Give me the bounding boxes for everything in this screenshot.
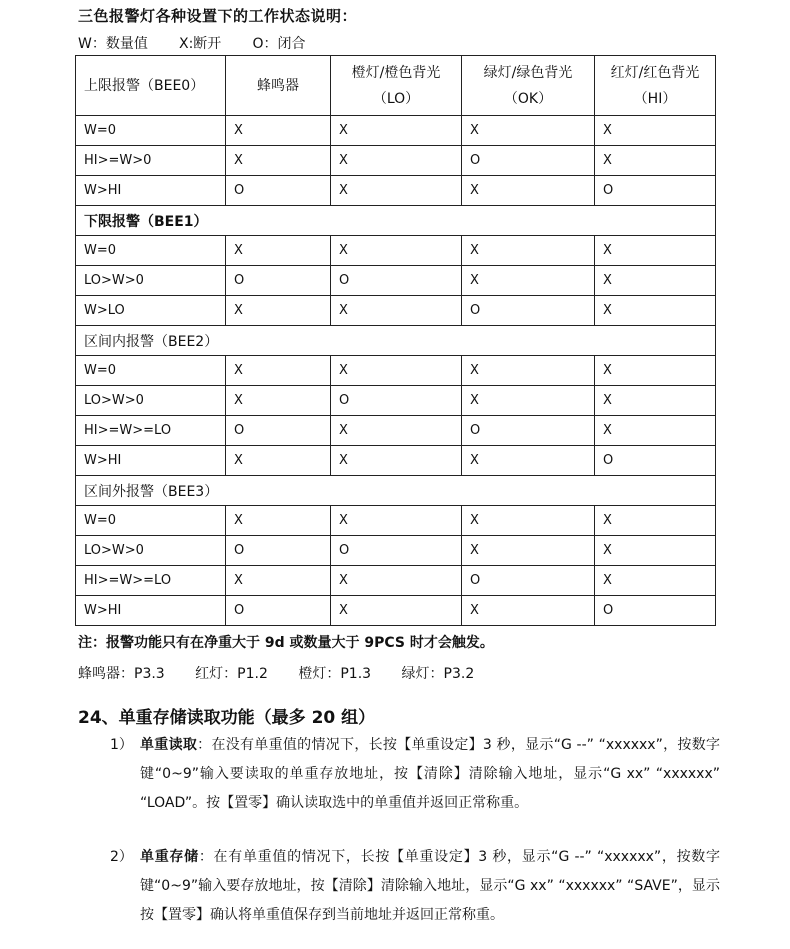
table-row <box>76 356 716 386</box>
state-cell: X <box>226 446 331 476</box>
state-cell: X <box>331 116 462 146</box>
legend-o: O：闭合 <box>252 36 306 52</box>
state-cell: X <box>331 176 462 206</box>
state-cell: X <box>462 356 595 386</box>
item-number: 2） <box>110 849 133 865</box>
state-cell: X <box>462 116 595 146</box>
state-cell: X <box>226 146 331 176</box>
table-row <box>76 506 716 536</box>
state-cell: O <box>226 176 331 206</box>
table-row <box>76 116 716 146</box>
doc-title: 三色报警灯各种设置下的工作状态说明： <box>78 7 358 25</box>
status-table-body <box>76 56 716 626</box>
condition-cell: HI>=W>=LO <box>76 416 226 446</box>
item-label: 单重存储 <box>140 849 199 865</box>
item-text: ：在没有单重值的情况下，长按【单重设定】3 秒，显示“G --” “xxxxxx”，按数字键“0~9”输入要读取的单重存放地址，按【清除】清除输入地址，显示“G xx” “xxxxxx” “LOAD”。按【置零】确认读取选中的单重值并返回正常称重。 <box>140 737 720 811</box>
state-cell: X <box>331 596 462 626</box>
state-cell: X <box>226 506 331 536</box>
condition-cell: W=0 <box>76 506 226 536</box>
table-header-cell: 蜂鸣器 <box>226 56 331 116</box>
state-cell: X <box>226 296 331 326</box>
table-row <box>76 236 716 266</box>
table-section-row <box>76 206 716 236</box>
state-cell: O <box>462 146 595 176</box>
table-row <box>76 536 716 566</box>
condition-cell: W>LO <box>76 296 226 326</box>
state-cell: X <box>331 506 462 536</box>
table-row <box>76 386 716 416</box>
state-cell: X <box>595 296 716 326</box>
condition-cell: W>HI <box>76 596 226 626</box>
condition-cell: W=0 <box>76 116 226 146</box>
table-row <box>76 596 716 626</box>
table-row <box>76 146 716 176</box>
state-cell: O <box>331 536 462 566</box>
pin-list <box>78 663 500 683</box>
state-cell: X <box>331 356 462 386</box>
table-header-row <box>76 56 716 116</box>
table-section-row <box>76 476 716 506</box>
condition-cell: W>HI <box>76 446 226 476</box>
alarm-note: 注：报警功能只有在净重大于 9d 或数量大于 9PCS 时才会触发。 <box>78 635 494 651</box>
table-header-cell: 红灯/红色背光（HI） <box>595 56 716 116</box>
table-row <box>76 446 716 476</box>
state-cell: X <box>595 416 716 446</box>
state-cell: X <box>462 536 595 566</box>
state-cell: X <box>595 236 716 266</box>
state-cell: O <box>595 446 716 476</box>
state-cell: O <box>226 596 331 626</box>
state-cell: X <box>595 536 716 566</box>
state-cell: X <box>462 266 595 296</box>
state-cell: O <box>462 566 595 596</box>
state-cell: X <box>226 236 331 266</box>
section-label: 区间外报警（BEE3） <box>76 476 716 506</box>
legend <box>78 33 306 53</box>
state-cell: X <box>331 446 462 476</box>
state-cell: X <box>331 296 462 326</box>
state-cell: X <box>595 566 716 596</box>
item-text: ：在有单重值的情况下，长按【单重设定】3 秒，显示“G --” “xxxxxx”，按数字键“0~9”输入要存放地址，按【清除】清除输入地址，显示“G xx” “xxxxxx” “SAVE”，显示按【置零】确认将单重值保存到当前地址并返回正常称重。 <box>140 849 721 923</box>
state-cell: O <box>331 266 462 296</box>
section-24-heading: 24、单重存储读取功能（最多 20 组） <box>78 708 376 728</box>
state-cell: X <box>226 386 331 416</box>
legend-x: X:断开 <box>179 36 222 52</box>
state-cell: O <box>595 596 716 626</box>
state-cell: O <box>331 386 462 416</box>
pin-green: 绿灯：P3.2 <box>401 666 475 682</box>
state-cell: X <box>462 446 595 476</box>
state-cell: O <box>462 296 595 326</box>
table-section-row <box>76 326 716 356</box>
pin-buzzer: 蜂鸣器：P3.3 <box>78 666 165 682</box>
item-body <box>140 843 720 930</box>
state-cell: X <box>331 416 462 446</box>
table-row <box>76 416 716 446</box>
table-row <box>76 296 716 326</box>
table-header-cell: 橙灯/橙色背光（LO） <box>331 56 462 116</box>
state-cell: O <box>226 266 331 296</box>
state-cell: X <box>331 146 462 176</box>
condition-cell: W=0 <box>76 236 226 266</box>
state-cell: X <box>462 596 595 626</box>
state-cell: O <box>595 176 716 206</box>
state-cell: X <box>226 116 331 146</box>
state-cell: O <box>226 416 331 446</box>
condition-cell: W=0 <box>76 356 226 386</box>
state-cell: X <box>226 566 331 596</box>
pin-orange: 橙灯：P1.3 <box>298 666 372 682</box>
state-cell: X <box>595 386 716 416</box>
state-cell: X <box>462 236 595 266</box>
state-cell: X <box>595 356 716 386</box>
condition-cell: LO>W>0 <box>76 386 226 416</box>
state-cell: X <box>462 506 595 536</box>
legend-w: W：数量值 <box>78 36 148 52</box>
table-header-cell: 绿灯/绿色背光（OK） <box>462 56 595 116</box>
section-label: 下限报警（BEE1） <box>76 206 716 236</box>
state-cell: O <box>226 536 331 566</box>
condition-cell: LO>W>0 <box>76 536 226 566</box>
table-row <box>76 176 716 206</box>
item-label: 单重读取 <box>140 737 198 753</box>
state-cell: X <box>226 356 331 386</box>
status-table <box>75 55 716 626</box>
state-cell: X <box>462 176 595 206</box>
table-header-cell: 上限报警（BEE0） <box>76 56 226 116</box>
state-cell: O <box>462 416 595 446</box>
condition-cell: HI>=W>=LO <box>76 566 226 596</box>
state-cell: X <box>462 386 595 416</box>
condition-cell: HI>=W>0 <box>76 146 226 176</box>
state-cell: X <box>331 236 462 266</box>
item-body <box>140 731 720 818</box>
condition-cell: W>HI <box>76 176 226 206</box>
condition-cell: LO>W>0 <box>76 266 226 296</box>
state-cell: X <box>331 566 462 596</box>
section-label: 区间内报警（BEE2） <box>76 326 716 356</box>
state-cell: X <box>595 116 716 146</box>
list-item-weight-save <box>110 843 720 930</box>
state-cell: X <box>595 146 716 176</box>
table-row <box>76 266 716 296</box>
pin-red: 红灯：P1.2 <box>195 666 268 682</box>
state-cell: X <box>595 506 716 536</box>
list-item-weight-read <box>110 731 720 818</box>
table-row <box>76 566 716 596</box>
item-number: 1） <box>110 737 133 753</box>
state-cell: X <box>595 266 716 296</box>
